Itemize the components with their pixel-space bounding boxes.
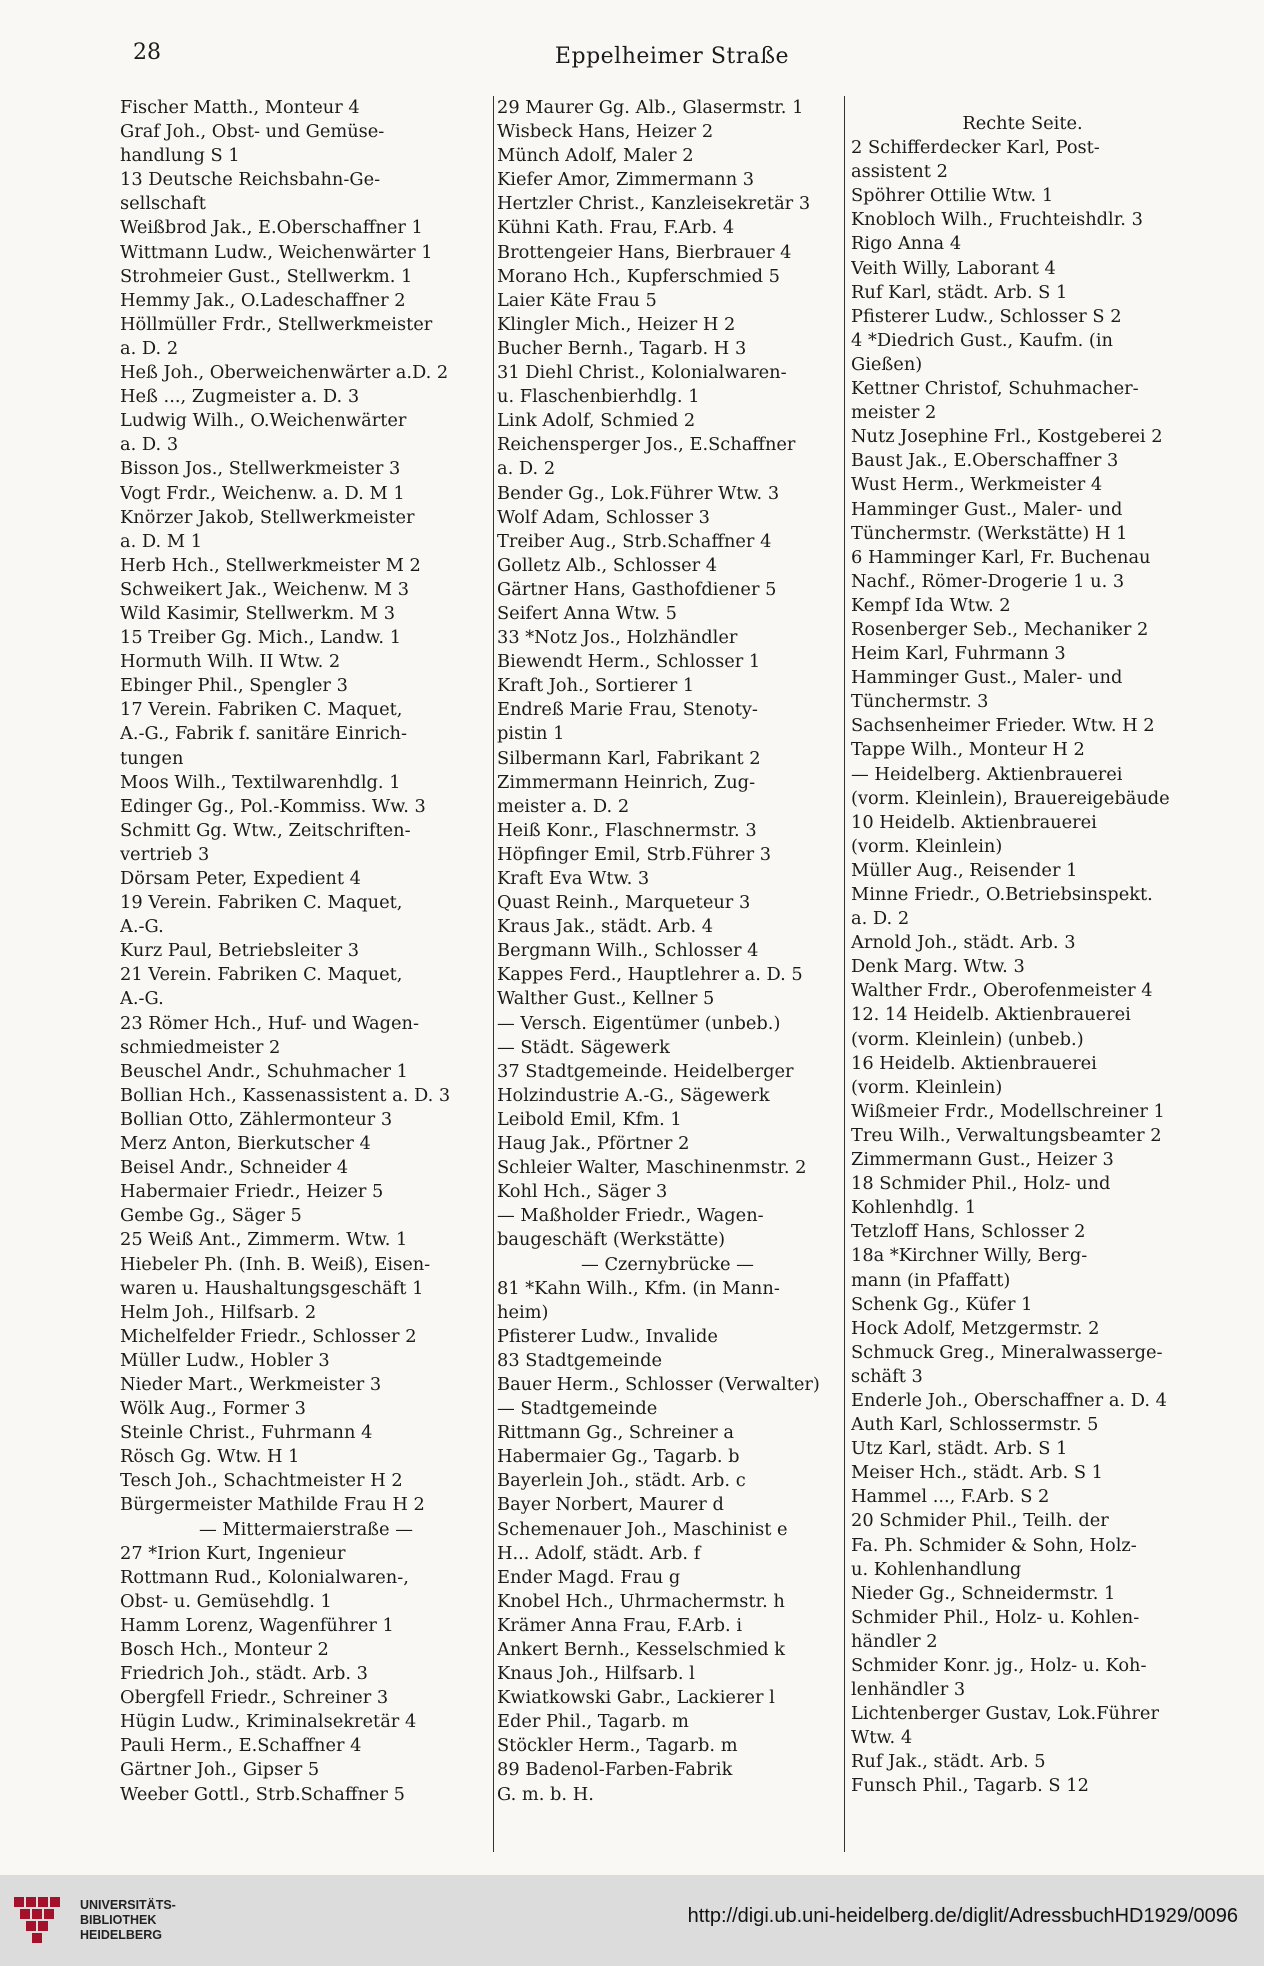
directory-entry-line: Morano Hch., Kupferschmied 5 (497, 265, 780, 287)
directory-entry-line: Golletz Alb., Schlosser 4 (497, 554, 718, 576)
directory-entry-line: Kappes Ferd., Hauptlehrer a. D. 5 (497, 964, 803, 986)
directory-entry-line: Kohlenhdlg. 1 (851, 1197, 977, 1219)
directory-entry-line: Seifert Anna Wtw. 5 (497, 602, 677, 624)
directory-entry-line: Pfisterer Ludw., Schlosser S 2 (851, 305, 1122, 327)
source-url-link[interactable]: http://digi.ub.uni-heidelberg.de/diglit/AdressbuchHD1929/0096 (687, 1905, 1238, 1927)
page-number: 28 (133, 40, 161, 65)
directory-entry-line: Tappe Wilh., Monteur H 2 (851, 739, 1085, 761)
library-name-line: BIBLIOTHEK (80, 1913, 157, 1927)
directory-entry-line: Hamm Lorenz, Wagenführer 1 (120, 1614, 394, 1636)
directory-entry-line: Kurz Paul, Betriebsleiter 3 (120, 940, 360, 962)
directory-entry-line: Endreß Marie Frau, Stenoty- (497, 699, 758, 721)
directory-entry-line: Silbermann Karl, Fabrikant 2 (497, 747, 761, 769)
directory-entry-line: Laier Käte Frau 5 (497, 289, 657, 311)
library-name-line: HEIDELBERG (80, 1928, 162, 1942)
directory-entry-line: Stöckler Herm., Tagarb. m (497, 1735, 738, 1757)
directory-entry-line: Schmuck Greg., Mineralwasserge- (851, 1341, 1163, 1363)
directory-entry-line: Fischer Matth., Monteur 4 (120, 97, 360, 118)
directory-entry-line: Heiß Konr., Flaschnermstr. 3 (497, 819, 757, 841)
directory-entry-line: 27 *Irion Kurt, Ingenieur (120, 1542, 346, 1564)
directory-entry-line: Rechte Seite. (962, 113, 1083, 134)
directory-entry-line: Knobel Hch., Uhrmachermstr. h (497, 1590, 785, 1612)
directory-entry-line: Bollian Hch., Kassenassistent a. D. 3 (120, 1084, 451, 1106)
directory-entry-line: Minne Friedr., O.Betriebsinspekt. (851, 884, 1153, 905)
directory-entry-line: Ludwig Wilh., O.Weichenwärter (120, 410, 407, 432)
directory-entry-line: Schweikert Jak., Weichenw. M 3 (120, 578, 410, 600)
directory-entry-line: Kiefer Amor, Zimmermann 3 (497, 169, 755, 191)
library-name (80, 1898, 176, 1943)
directory-entry-line: Veith Willy, Laborant 4 (851, 257, 1056, 279)
directory-entry-line: 83 Stadtgemeinde (497, 1349, 663, 1371)
column-middle-lines (497, 96, 838, 1807)
directory-entry-line: Heim Karl, Fuhrmann 3 (851, 643, 1066, 665)
directory-entry-line: Herb Hch., Stellwerkmeister M 2 (120, 554, 421, 576)
directory-entry-line: Kwiatkowski Gabr., Lackierer l (497, 1687, 775, 1709)
directory-entry-line: Müller Aug., Reisender 1 (851, 859, 1078, 881)
directory-entry-line: Obst- u. Gemüsehdlg. 1 (120, 1590, 332, 1612)
directory-entry-line: Rösch Gg. Wtw. H 1 (120, 1446, 300, 1468)
directory-entry-line: (vorm. Kleinlein) (851, 1076, 1003, 1098)
directory-entry-line: Treiber Aug., Strb.Schaffner 4 (497, 530, 772, 552)
directory-entry-line: Wißmeier Frdr., Modellschreiner 1 (851, 1100, 1165, 1122)
directory-entry-line: — Stadtgemeinde (497, 1398, 658, 1420)
directory-entry-line: meister a. D. 2 (497, 795, 630, 817)
directory-entry-line: Gärtner Joh., Gipser 5 (120, 1759, 320, 1781)
directory-entry-line: Beisel Andr., Schneider 4 (120, 1157, 349, 1179)
directory-entry-line: Link Adolf, Schmied 2 (497, 410, 696, 432)
directory-entry-line: 33 *Notz Jos., Holzhändler (497, 627, 738, 649)
directory-entry-line: Tesch Joh., Schachtmeister H 2 (120, 1470, 403, 1492)
directory-entry-line: Ruf Karl, städt. Arb. S 1 (851, 281, 1068, 303)
directory-entry-line: Edinger Gg., Pol.-Kommiss. Ww. 3 (120, 795, 426, 817)
directory-entry-line: Bisson Jos., Stellwerkmeister 3 (120, 458, 401, 480)
directory-entry-line: 17 Verein. Fabriken C. Maquet, (120, 699, 403, 721)
directory-entry-line: Wust Herm., Werkmeister 4 (851, 474, 1103, 496)
directory-entry-line: Graf Joh., Obst- und Gemüse- (120, 121, 385, 143)
directory-entry-line: händler 2 (851, 1630, 938, 1652)
directory-entry-line: Krämer Anna Frau, F.Arb. i (497, 1614, 743, 1636)
directory-entry-line: Bender Gg., Lok.Führer Wtw. 3 (497, 482, 780, 504)
directory-entry-line: sellschaft (120, 193, 206, 215)
column-left (120, 96, 492, 1807)
directory-entry-line: Weißbrod Jak., E.Oberschaffner 1 (120, 217, 423, 239)
directory-entry-line: Obergfell Friedr., Schreiner 3 (120, 1687, 389, 1709)
directory-entry-line: H... Adolf, städt. Arb. f (497, 1542, 701, 1564)
column-rule-left (493, 96, 494, 1852)
directory-entry-line: Strohmeier Gust., Stellwerkm. 1 (120, 265, 413, 287)
directory-entry-line: Bosch Hch., Monteur 2 (120, 1639, 329, 1660)
directory-entry-line: Hamminger Gust., Maler- und (851, 667, 1123, 689)
directory-entry-line: (vorm. Kleinlein), Brauereigebäude (851, 787, 1170, 809)
directory-entry-line: Rittmann Gg., Schreiner a (497, 1422, 734, 1444)
directory-entry-line: Ebinger Phil., Spengler 3 (120, 675, 348, 697)
directory-entry-line: Biewendt Herm., Schlosser 1 (497, 651, 761, 673)
directory-entry-line: — Mittermaierstraße — (198, 1518, 414, 1540)
directory-entry-line: — Czernybrücke — (581, 1253, 754, 1275)
directory-entry-line: — Versch. Eigentümer (unbeb.) (497, 1012, 781, 1034)
directory-entry-line: 89 Badenol-Farben-Fabrik (497, 1759, 733, 1781)
directory-entry-line: Kettner Christof, Schuhmacher- (851, 378, 1139, 400)
directory-entry-line: (vorm. Kleinlein) (unbeb.) (851, 1028, 1084, 1050)
directory-entry-line: 13 Deutsche Reichsbahn-Ge- (120, 169, 381, 191)
column-rule-right (844, 96, 845, 1852)
directory-entry-line: Ankert Bernh., Kesselschmied k (497, 1639, 786, 1660)
directory-entry-line: Merz Anton, Bierkutscher 4 (120, 1133, 371, 1155)
directory-entry-line: Wittmann Ludw., Weichenwärter 1 (120, 241, 433, 263)
directory-entry-line: Höpfinger Emil, Strb.Führer 3 (497, 843, 772, 865)
directory-entry-line: Wtw. 4 (851, 1727, 913, 1749)
directory-entry-line: Nieder Mart., Werkmeister 3 (120, 1373, 382, 1395)
directory-entry-line: Wölk Aug., Former 3 (120, 1398, 306, 1420)
directory-entry-line: Holzindustrie A.-G., Sägewerk (497, 1084, 770, 1106)
directory-entry-line: Leibold Emil, Kfm. 1 (497, 1108, 682, 1130)
directory-entry-line: Weeber Gottl., Strb.Schaffner 5 (120, 1783, 405, 1805)
directory-entry-line: Habermaier Gg., Tagarb. b (497, 1446, 740, 1468)
directory-entry-line: Moos Wilh., Textilwarenhdlg. 1 (120, 771, 401, 793)
directory-entry-line: a. D. 2 (120, 337, 179, 359)
directory-entry-line: Wolf Adam, Schlosser 3 (497, 506, 710, 528)
directory-entry-line: Gembe Gg., Säger 5 (120, 1205, 302, 1227)
directory-entry-line: Lichtenberger Gustav, Lok.Führer (851, 1703, 1159, 1725)
directory-entry-line: Enderle Joh., Oberschaffner a. D. 4 (851, 1389, 1167, 1411)
directory-entry-line: Kempf Ida Wtw. 2 (851, 594, 1011, 616)
directory-entry-line: Münch Adolf, Maler 2 (497, 145, 694, 167)
column-left-lines (120, 96, 492, 1807)
directory-entry-line: Hemmy Jak., O.Ladeschaffner 2 (120, 289, 406, 311)
directory-entry-line: Kühni Kath. Frau, F.Arb. 4 (497, 217, 735, 239)
directory-entry-line: Heß ..., Zugmeister a. D. 3 (120, 386, 360, 408)
directory-entry-line: Kraus Jak., städt. Arb. 4 (497, 916, 714, 938)
directory-entry-line: Sachsenheimer Frieder. Wtw. H 2 (851, 715, 1155, 737)
directory-entry-line: Helm Joh., Hilfsarb. 2 (120, 1301, 317, 1323)
directory-entry-line: Fa. Ph. Schmider & Sohn, Holz- (851, 1534, 1137, 1556)
directory-entry-line: 10 Heidelb. Aktienbrauerei (851, 811, 1097, 833)
directory-entry-line: — Heidelberg. Aktienbrauerei (851, 763, 1123, 785)
directory-entry-line: Eder Phil., Tagarb. m (497, 1711, 689, 1733)
directory-entry-line: Zimmermann Heinrich, Zug- (497, 771, 756, 793)
directory-entry-line: Bauer Herm., Schlosser (Verwalter) (497, 1373, 820, 1395)
directory-entry-line: Müller Ludw., Hobler 3 (120, 1349, 330, 1371)
directory-entry-line: A.-G. (120, 916, 164, 938)
directory-entry-line: Nachf., Römer-Drogerie 1 u. 3 (851, 570, 1125, 592)
directory-entry-line: (vorm. Kleinlein) (851, 835, 1003, 857)
directory-entry-line: Gärtner Hans, Gasthofdiener 5 (497, 578, 777, 600)
directory-entry-line: a. D. M 1 (120, 530, 203, 552)
directory-entry-line: 20 Schmider Phil., Teilh. der (851, 1510, 1109, 1532)
street-title: Eppelheimer Straße (554, 44, 790, 69)
directory-entry-line: schmiedmeister 2 (120, 1036, 281, 1058)
directory-entry-line: assistent 2 (851, 161, 948, 183)
directory-entry-line: Bollian Otto, Zählermonteur 3 (120, 1108, 393, 1130)
directory-entry-line: Vogt Frdr., Weichenw. a. D. M 1 (120, 482, 405, 504)
heidelberg-university-library-logo-icon (12, 1893, 74, 1949)
directory-entry-line: Auth Karl, Schlossermstr. 5 (851, 1414, 1099, 1436)
directory-entry-line: Bucher Bernh., Tagarb. H 3 (497, 337, 747, 359)
directory-entry-line: Kraft Eva Wtw. 3 (497, 868, 650, 889)
directory-entry-line: G. m. b. H. (497, 1783, 594, 1805)
column-right (851, 96, 1194, 1799)
directory-entry-line: Tünchermstr. 3 (851, 691, 989, 713)
directory-entry-line: Walther Gust., Kellner 5 (497, 988, 715, 1010)
directory-entry-line: Schenk Gg., Küfer 1 (851, 1293, 1033, 1315)
directory-entry-line: Höllmüller Frdr., Stellwerkmeister (120, 313, 433, 335)
directory-entry-line: Wisbeck Hans, Heizer 2 (497, 121, 714, 143)
directory-entry-line: 18a *Kirchner Willy, Berg- (851, 1245, 1088, 1267)
directory-entry-line: — Maßholder Friedr., Wagen- (497, 1205, 764, 1227)
directory-entry-line: Dörsam Peter, Expedient 4 (120, 868, 361, 889)
directory-entry-line: 15 Treiber Gg. Mich., Landw. 1 (120, 627, 402, 649)
directory-entry-line: Knörzer Jakob, Stellwerkmeister (120, 506, 415, 528)
directory-entry-line: Kraft Joh., Sortierer 1 (497, 675, 695, 697)
directory-entry-line: 2 Schifferdecker Karl, Post- (851, 137, 1100, 159)
directory-entry-line: 25 Weiß Ant., Zimmerm. Wtw. 1 (120, 1229, 408, 1251)
directory-entry-line: heim) (497, 1301, 549, 1323)
directory-entry-line: Quast Reinh., Marqueteur 3 (497, 892, 751, 914)
directory-entry-line: Bayer Norbert, Maurer d (497, 1494, 724, 1516)
directory-entry-line: u. Kohlenhandlung (851, 1558, 1022, 1580)
library-name-line: UNIVERSITÄTS- (80, 1898, 176, 1912)
directory-entry-line: Hormuth Wilh. II Wtw. 2 (120, 651, 341, 673)
directory-entry-line: Friedrich Joh., städt. Arb. 3 (120, 1663, 368, 1685)
directory-entry-line: 21 Verein. Fabriken C. Maquet, (120, 964, 403, 986)
directory-entry-line: 23 Römer Hch., Huf- und Wagen- (120, 1012, 419, 1034)
directory-entry-line: schäft 3 (851, 1365, 923, 1387)
directory-entry-line: 81 *Kahn Wilh., Kfm. (in Mann- (497, 1277, 780, 1299)
directory-entry-line: 18 Schmider Phil., Holz- und (851, 1173, 1111, 1195)
directory-entry-line: Schmider Phil., Holz- u. Kohlen- (851, 1606, 1140, 1628)
directory-entry-line: Bergmann Wilh., Schlosser 4 (497, 940, 759, 962)
directory-entry-line: Hügin Ludw., Kriminalsekretär 4 (120, 1711, 417, 1733)
directory-entry-line: Hamminger Gust., Maler- und (851, 498, 1123, 520)
directory-entry-line: 37 Stadtgemeinde. Heidelberger (497, 1060, 794, 1082)
directory-entry-line: Michelfelder Friedr., Schlosser 2 (120, 1325, 417, 1347)
directory-entry-line: Schmider Konr. jg., Holz- u. Koh- (851, 1655, 1147, 1676)
directory-entry-line: a. D. 2 (497, 458, 556, 480)
directory-entry-line: Beuschel Andr., Schuhmacher 1 (120, 1060, 408, 1082)
directory-entry-line: Tetzloff Hans, Schlosser 2 (851, 1221, 1086, 1243)
directory-entry-line: Habermaier Friedr., Heizer 5 (120, 1181, 384, 1203)
directory-entry-line: tungen (120, 747, 184, 769)
directory-entry-line: 6 Hamminger Karl, Fr. Buchenau (851, 546, 1151, 568)
directory-entry-line: Bürgermeister Mathilde Frau H 2 (120, 1494, 425, 1516)
directory-entry-line: Bayerlein Joh., städt. Arb. c (497, 1470, 746, 1492)
directory-entry-line: Nieder Gg., Schneidermstr. 1 (851, 1582, 1116, 1604)
directory-entry-line: Denk Marg. Wtw. 3 (851, 956, 1025, 978)
footer-bar (0, 1875, 1264, 1966)
directory-entry-line: Schmitt Gg. Wtw., Zeitschriften- (120, 819, 411, 841)
column-right-lines (851, 96, 1194, 1799)
directory-entry-line: Gießen) (851, 353, 923, 375)
directory-entry-line: Ruf Jak., städt. Arb. 5 (851, 1751, 1046, 1773)
directory-entry-line: A.-G., Fabrik f. sanitäre Einrich- (120, 723, 408, 745)
directory-entry-line: Baust Jak., E.Oberschaffner 3 (851, 450, 1119, 472)
directory-entry-line: Steinle Christ., Fuhrmann 4 (120, 1422, 373, 1444)
directory-entry-line: baugeschäft (Werkstätte) (497, 1229, 726, 1251)
directory-entry-line: 16 Heidelb. Aktienbrauerei (851, 1052, 1097, 1074)
directory-entry-line: Klingler Mich., Heizer H 2 (497, 313, 736, 335)
directory-entry-line: mann (in Pfaffatt) (851, 1269, 1011, 1291)
directory-entry-line: Rigo Anna 4 (851, 233, 962, 255)
directory-entry-line: 19 Verein. Fabriken C. Maquet, (120, 892, 403, 914)
directory-entry-line: 29 Maurer Gg. Alb., Glasermstr. 1 (497, 97, 804, 118)
directory-entry-line: 4 *Diedrich Gust., Kaufm. (in (851, 329, 1113, 351)
directory-entry-line: Utz Karl, städt. Arb. S 1 (851, 1438, 1068, 1460)
directory-entry-line: A.-G. (120, 988, 164, 1010)
column-middle (497, 96, 838, 1807)
directory-entry-line: 31 Diehl Christ., Kolonialwaren- (497, 362, 787, 384)
directory-entry-line: Nutz Josephine Frl., Kostgeberei 2 (851, 426, 1163, 448)
directory-entry-line: meister 2 (851, 402, 937, 424)
directory-entry-line: Knaus Joh., Hilfsarb. l (497, 1663, 695, 1685)
directory-entry-line: Funsch Phil., Tagarb. S 12 (851, 1775, 1089, 1797)
directory-entry-line: Rottmann Rud., Kolonialwaren-, (120, 1566, 409, 1588)
directory-entry-line: Hiebeler Ph. (Inh. B. Weiß), Eisen- (120, 1253, 431, 1275)
directory-entry-line: Knobloch Wilh., Fruchteishdlr. 3 (851, 209, 1143, 231)
directory-entry-line: — Städt. Sägewerk (497, 1036, 670, 1058)
directory-entry-line: Schleier Walter, Maschinenmstr. 2 (497, 1157, 807, 1179)
directory-entry-line: Ender Magd. Frau g (497, 1566, 681, 1588)
directory-entry-line: Spöhrer Ottilie Wtw. 1 (851, 185, 1054, 207)
directory-entry-line: vertrieb 3 (120, 843, 210, 865)
directory-entry-line: Pauli Herm., E.Schaffner 4 (120, 1735, 362, 1757)
directory-entry-line: Rosenberger Seb., Mechaniker 2 (851, 618, 1149, 640)
directory-entry-line: Zimmermann Gust., Heizer 3 (851, 1149, 1114, 1171)
directory-entry-line: Haug Jak., Pförtner 2 (497, 1133, 690, 1155)
directory-entry-line: waren u. Haushaltungsgeschäft 1 (120, 1277, 424, 1299)
directory-entry-line: Pfisterer Ludw., Invalide (497, 1325, 718, 1347)
directory-entry-line: Arnold Joh., städt. Arb. 3 (851, 932, 1076, 954)
directory-entry-line: Hertzler Christ., Kanzleisekretär 3 (497, 193, 811, 215)
directory-entry-line: pistin 1 (497, 723, 565, 745)
directory-entry-line: Meiser Hch., städt. Arb. S 1 (851, 1462, 1103, 1484)
directory-entry-line: 12. 14 Heidelb. Aktienbrauerei (851, 1004, 1131, 1026)
directory-entry-line: Treu Wilh., Verwaltungsbeamter 2 (851, 1124, 1162, 1146)
directory-entry-line: Schemenauer Joh., Maschinist e (497, 1518, 788, 1540)
directory-entry-line: lenhändler 3 (851, 1679, 966, 1701)
directory-entry-line: Walther Frdr., Oberofenmeister 4 (851, 980, 1153, 1002)
directory-entry-line: Wild Kasimir, Stellwerkm. M 3 (120, 602, 396, 624)
directory-entry-line: u. Flaschenbierhdlg. 1 (497, 386, 700, 408)
directory-entry-line: handlung S 1 (120, 145, 240, 167)
directory-entry-line: a. D. 3 (120, 434, 179, 456)
directory-entry-line: Tünchermstr. (Werkstätte) H 1 (851, 522, 1128, 544)
directory-entry-line: Kohl Hch., Säger 3 (497, 1181, 668, 1203)
directory-entry-line: Hammel ..., F.Arb. S 2 (851, 1486, 1050, 1508)
directory-entry-line: Reichensperger Jos., E.Schaffner (497, 434, 796, 456)
directory-entry-line: Hock Adolf, Metzgermstr. 2 (851, 1317, 1100, 1339)
directory-entry-line: Brottengeier Hans, Bierbrauer 4 (497, 241, 792, 263)
directory-entry-line: a. D. 2 (851, 908, 910, 930)
directory-entry-line: Heß Joh., Oberweichenwärter a.D. 2 (120, 362, 449, 384)
